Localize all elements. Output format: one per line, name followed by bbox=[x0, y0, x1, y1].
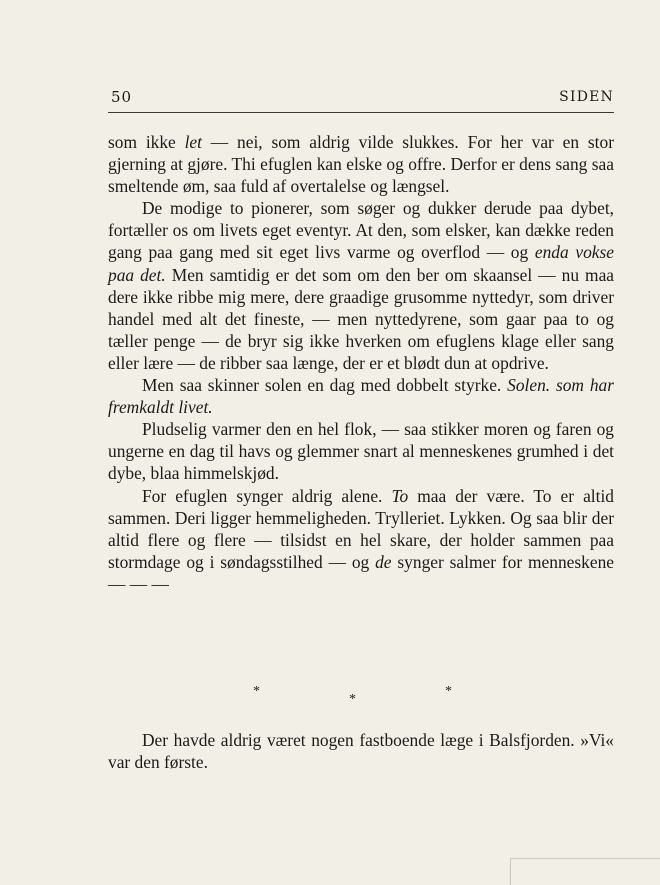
text-run: maa der være. To er altid sammen. Deri ligger hemmeligheden. Trylleriet. Lykken. Og saa blir der altid flere og flere — tilsidst en hel skare, der holder sammen paa stormdage og i søndagsstilhed — og bbox=[108, 485, 614, 572]
page-header bbox=[108, 88, 614, 113]
text-run: — nei, som aldrig vilde slukkes. For her var en stor gjerning at gjøre. Thi efuglen kan elske og offre. Derfor er dens sang saa smeltende øm, saa fuld af overtalelse og længsel. bbox=[108, 132, 614, 197]
divider-star: * bbox=[349, 692, 356, 707]
running-head: SIDEN bbox=[559, 89, 614, 105]
divider-star: * bbox=[253, 684, 260, 699]
paragraph bbox=[108, 485, 614, 595]
text-run: Pludselig varmer den en hel flok, — saa stikker moren og faren og ungerne en dag til havs og glemmer snart al menneskenes grumhed i det dybe, blaa himmelskjød. bbox=[108, 419, 614, 484]
body-text bbox=[108, 131, 614, 595]
italic-text: let bbox=[184, 132, 202, 152]
text-run: Men saa skinner solen en dag med dobbelt styrke. bbox=[142, 375, 508, 396]
paragraph: Der havde aldrig været nogen fastboende læge i Balsfjorden. »Vi« var den første. bbox=[108, 730, 614, 773]
paragraph bbox=[108, 374, 614, 418]
italic-text: Solen. som har fremkaldt livet. bbox=[108, 375, 614, 418]
italic-text: de bbox=[375, 551, 392, 572]
italic-text: To bbox=[391, 485, 409, 506]
scan-edge-mark bbox=[510, 858, 660, 885]
text-run: som ikke bbox=[108, 132, 185, 152]
section-two bbox=[108, 729, 614, 773]
text-run: Men samtidig er det som om den ber om skaansel — nu maa dere ikke ribbe mig mere, dere graadige grusomme nyttedyr, som driver handel med alt det fineste, — men nyttedyrene, som gaar paa to og tæller penge — de bryr sig ikke hverken om efuglens klage eller sang eller lære — de ribber saa længe, der er et blødt dun at opdrive. bbox=[108, 264, 615, 373]
divider-star: * bbox=[445, 684, 452, 699]
text-run: For efuglen synger aldrig alene. bbox=[142, 485, 392, 506]
section-divider bbox=[108, 684, 614, 708]
text-run: De modige to pionerer, som søger og dukker derude paa dybet, fortæller os om livets eget eventyr. At den, som elsker, kan dække reden gang paa gang med sit eget livs varme og overflod — og bbox=[108, 198, 614, 263]
paragraph bbox=[108, 131, 614, 197]
italic-text: enda vokse paa det. bbox=[108, 242, 614, 285]
paragraph bbox=[108, 197, 614, 374]
paragraph bbox=[108, 418, 614, 484]
text-run: synger salmer for menneskene — — — bbox=[108, 551, 614, 594]
page-number: 50 bbox=[111, 88, 133, 106]
